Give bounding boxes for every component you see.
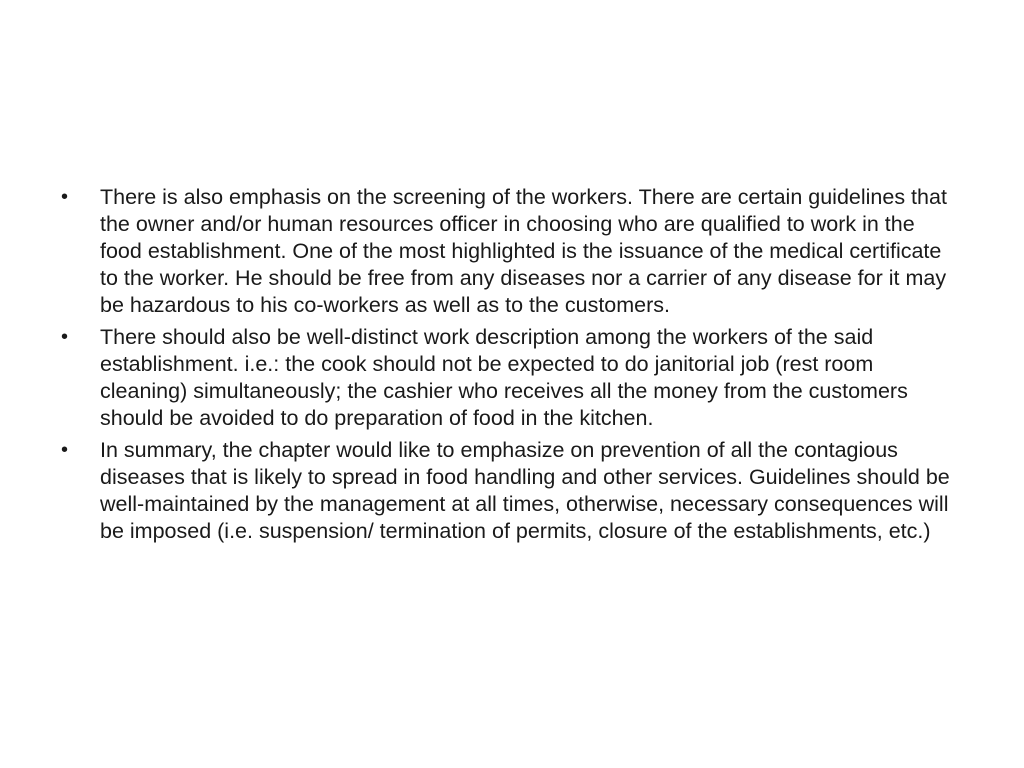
bullet-item-screening [58,184,958,319]
bullet-item-summary [58,437,958,545]
bullet-item-work-description [58,324,958,432]
bullet-marker: • [61,439,69,461]
bullet-text: There is also emphasis on the screening of the workers. There are certain guidelines that the owner and/or human resources officer in choosing who are qualified to work in the food establishment. One of the most highlighted is the issuance of the medical certificate to the worker. He should be free from any diseases nor a carrier of any disease for it may be hazardous to his co-workers as well as to the customers. [100,185,947,317]
bullet-text: There should also be well-distinct work description among the workers of the said establishment. i.e.: the cook should not be expected to do janitorial job (rest room cleaning) simultaneously; the cashier who receives all the money from the customers should be avoided to do preparation of food in the kitchen. [100,325,908,430]
bullet-marker: • [61,326,69,348]
bullet-list [58,184,958,550]
bullet-text: In summary, the chapter would like to emphasize on prevention of all the contagious diseases that is likely to spread in food handling and other services. Guidelines should be well-maintained by the management at all times, otherwise, necessary consequences will be imposed (i.e. suspension/ termination of permits, closure of the establishments, etc.) [100,438,950,543]
bullet-marker: • [61,186,69,208]
